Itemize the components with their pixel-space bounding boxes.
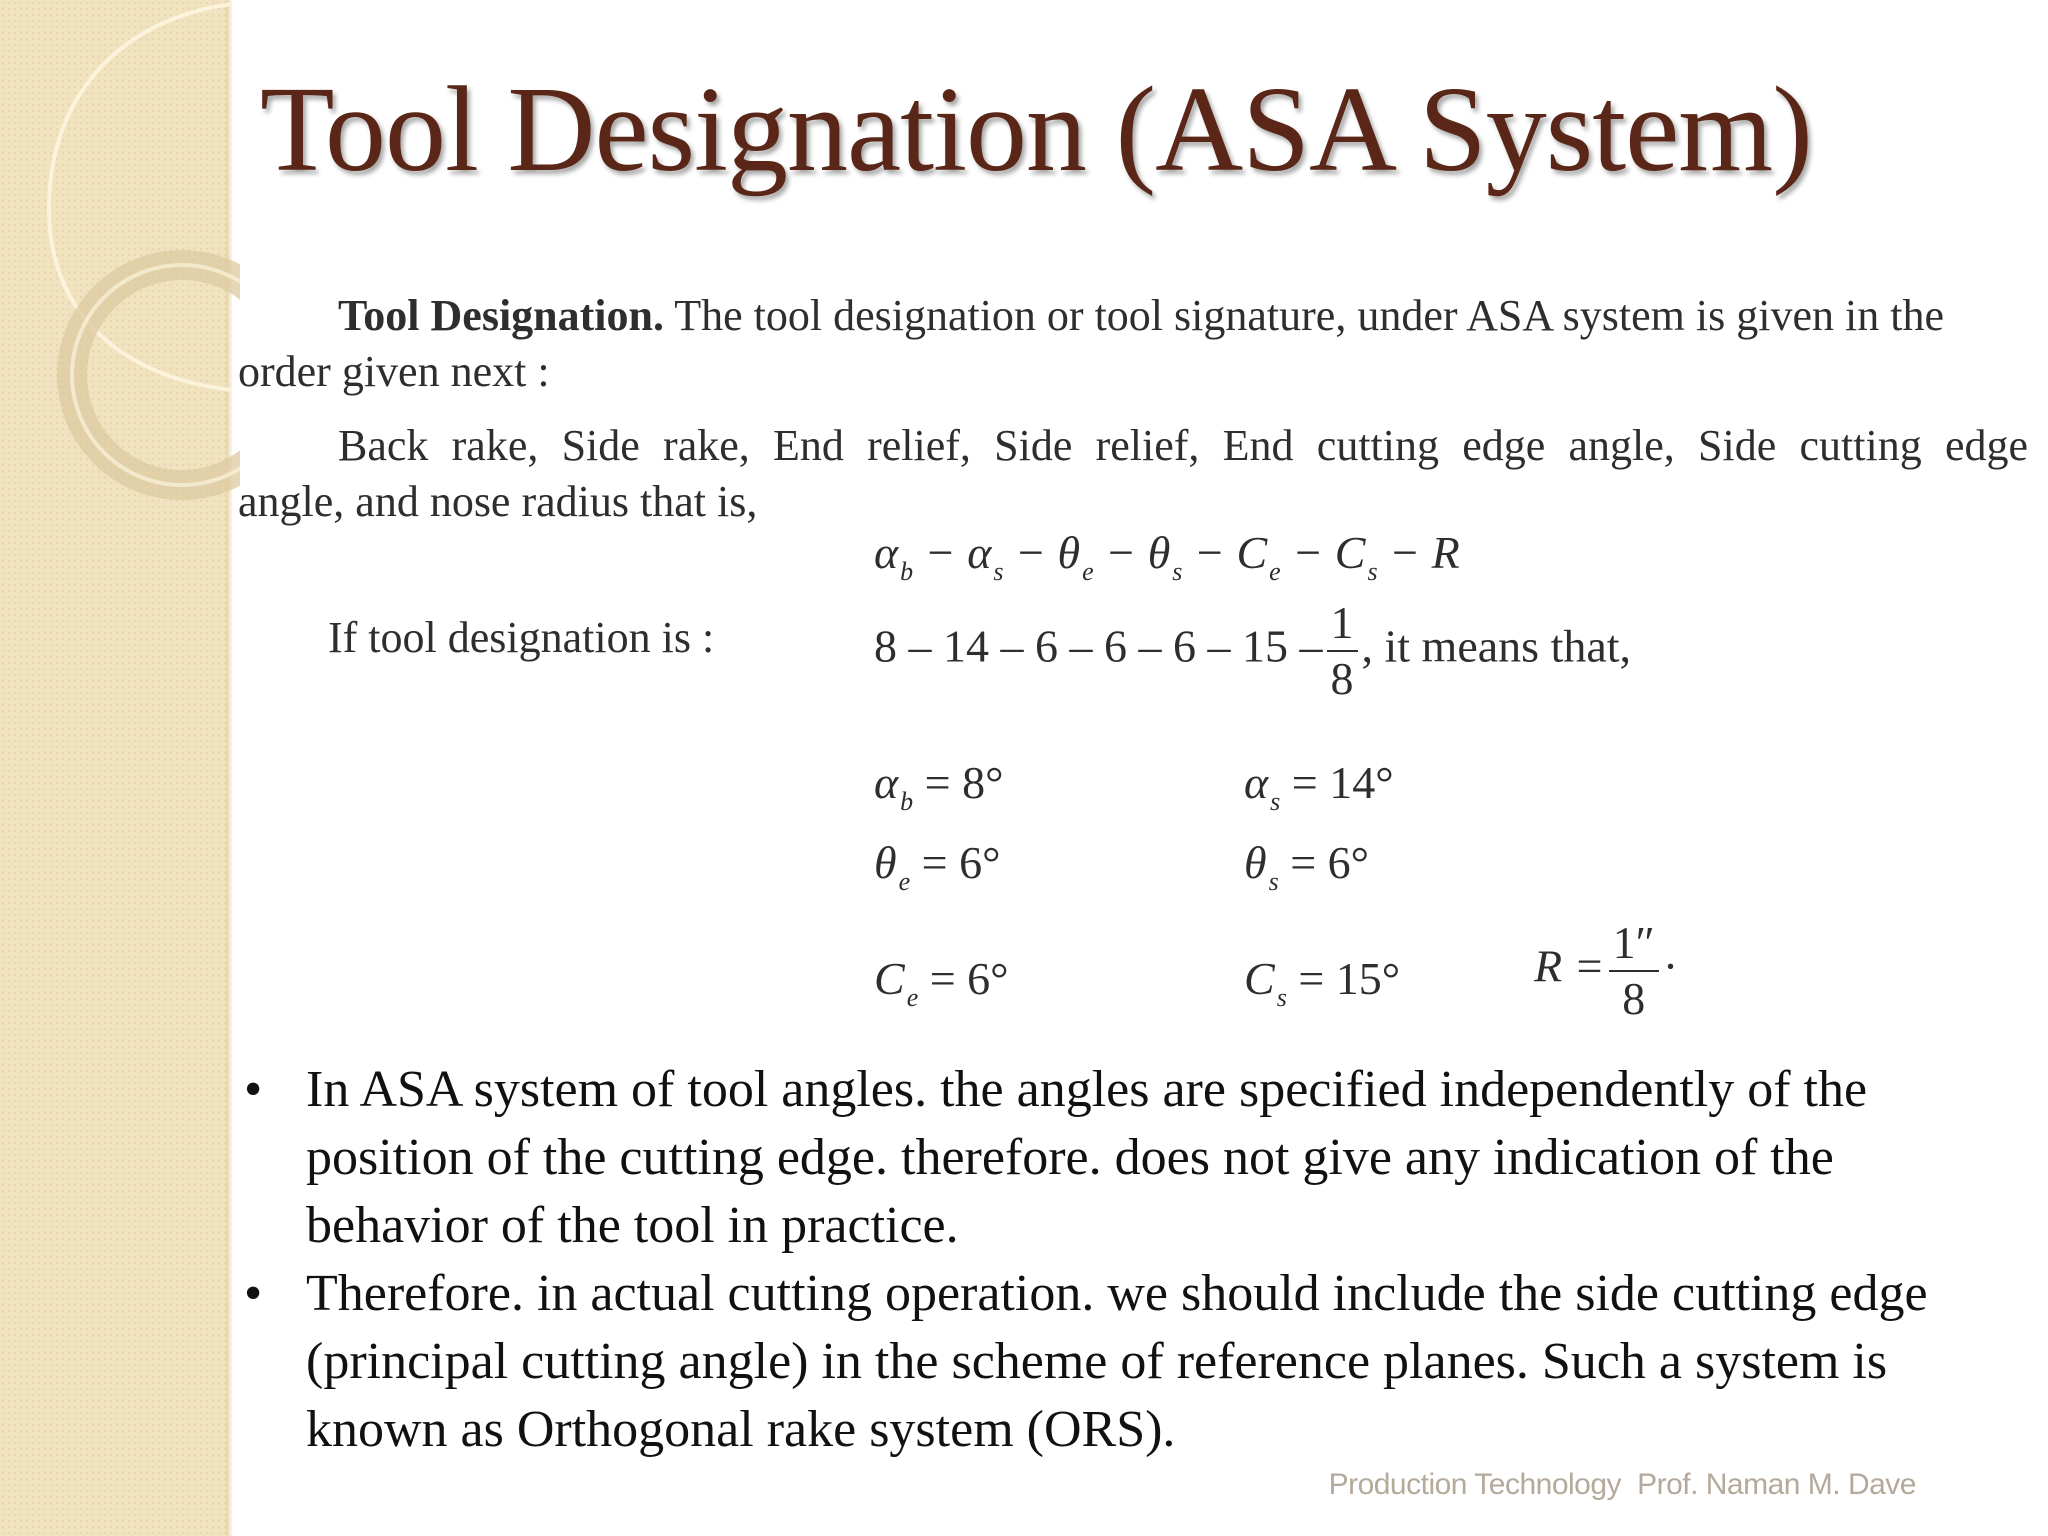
nose-radius-fraction <box>1609 917 1659 1024</box>
paragraph-2-line-1: Back rake, Side rake, End relief, Side relief, End cutting edge angle, Side cutting edge <box>338 421 2028 470</box>
example-sequence: 8 – 14 – 6 – 6 – 6 – 15 – <box>874 620 1323 672</box>
value-amount: = 8° <box>924 757 1004 808</box>
value-amount: = 6° <box>921 837 1001 888</box>
example-suffix: , it means that, <box>1361 620 1632 672</box>
value-symbol: C <box>874 953 905 1004</box>
formula-subscript: b <box>900 557 914 586</box>
paragraph-1-line-2: order given next : <box>238 347 550 396</box>
paragraph-1-text: The tool designation or tool signature, under ASA system is given in the <box>664 291 1944 340</box>
bullet-text: In ASA system of tool angles. the angles are specified independently of the position of the cutting edge. therefore. does not give any indication of the behavior of the tool in practice. <box>306 1061 1868 1254</box>
example-fraction <box>1327 597 1358 704</box>
value-subscript: b <box>900 787 914 816</box>
value-amount: = 14° <box>1291 757 1394 808</box>
value-symbol: α <box>874 757 899 808</box>
value-nose-radius <box>1534 917 1679 1024</box>
value-c-e <box>874 952 1009 1013</box>
decorative-rings <box>0 0 240 520</box>
fraction-numerator: 1 <box>1327 600 1358 652</box>
value-theta-e <box>874 836 1001 897</box>
formula-subscript: s <box>1367 557 1378 586</box>
bullet-marker: • <box>244 1265 263 1322</box>
formula-subscript: s <box>1172 557 1183 586</box>
paragraph-1-line-1 <box>338 290 1944 341</box>
value-subscript: s <box>1270 787 1281 816</box>
value-subscript: s <box>1276 983 1287 1012</box>
ring-circle <box>72 265 240 485</box>
formula-part: − θ <box>1003 527 1081 578</box>
formula-part: − C <box>1182 527 1268 578</box>
footer-author: Prof. Naman M. Dave <box>1637 1468 1916 1501</box>
paragraph-1-lead: Tool Designation. <box>338 291 665 340</box>
value-amount: = 15° <box>1298 953 1401 1004</box>
slide-title: Tool Designation (ASA System) <box>260 62 1812 197</box>
value-subscript: e <box>898 867 911 896</box>
value-symbol: C <box>1244 953 1275 1004</box>
bullet-text: Therefore. in actual cutting operation. we should include the side cutting edge (principal cutting angle) in the scheme of reference planes. Such a system is known as Orthogonal rake system (ORS). <box>306 1265 1928 1458</box>
formula-part: − C <box>1280 527 1366 578</box>
formula-subscript: s <box>993 557 1004 586</box>
formula-subscript: e <box>1269 557 1281 586</box>
bullet-marker: • <box>244 1061 263 1118</box>
scanned-textbook-excerpt <box>238 280 2038 1050</box>
formula-part: − α <box>913 527 992 578</box>
bullet-item <box>240 1260 2020 1464</box>
value-c-s <box>1244 952 1400 1013</box>
footer-course: Production Technology <box>1328 1468 1622 1501</box>
fraction-numerator: 1″ <box>1609 920 1659 972</box>
value-symbol: θ <box>1244 837 1267 888</box>
fraction-denominator: 8 <box>1622 973 1646 1024</box>
value-alpha-b <box>874 756 1004 817</box>
formula-part: − θ <box>1093 527 1171 578</box>
designation-formula <box>874 526 1460 587</box>
if-designation-label: If tool designation is : <box>328 613 715 662</box>
value-subscript: s <box>1268 867 1279 896</box>
value-theta-s <box>1244 836 1369 897</box>
bullet-item <box>240 1056 2020 1260</box>
value-amount: = 6° <box>929 953 1009 1004</box>
paragraph-2-line-2: angle, and nose radius that is, <box>238 477 758 526</box>
nose-radius-dot: · <box>1662 940 1679 992</box>
value-subscript: e <box>906 983 919 1012</box>
value-amount: = 6° <box>1290 837 1370 888</box>
example-designation <box>874 597 1632 704</box>
fraction-denominator: 8 <box>1330 653 1354 704</box>
value-symbol: α <box>1244 757 1269 808</box>
formula-part: α <box>874 527 899 578</box>
formula-subscript: e <box>1082 557 1094 586</box>
value-alpha-s <box>1244 756 1394 817</box>
slide-footer <box>1329 1468 1916 1502</box>
bullet-list <box>240 1056 2020 1464</box>
formula-part: − R <box>1377 527 1460 578</box>
nose-radius-label: R = <box>1534 940 1605 992</box>
value-symbol: θ <box>874 837 897 888</box>
